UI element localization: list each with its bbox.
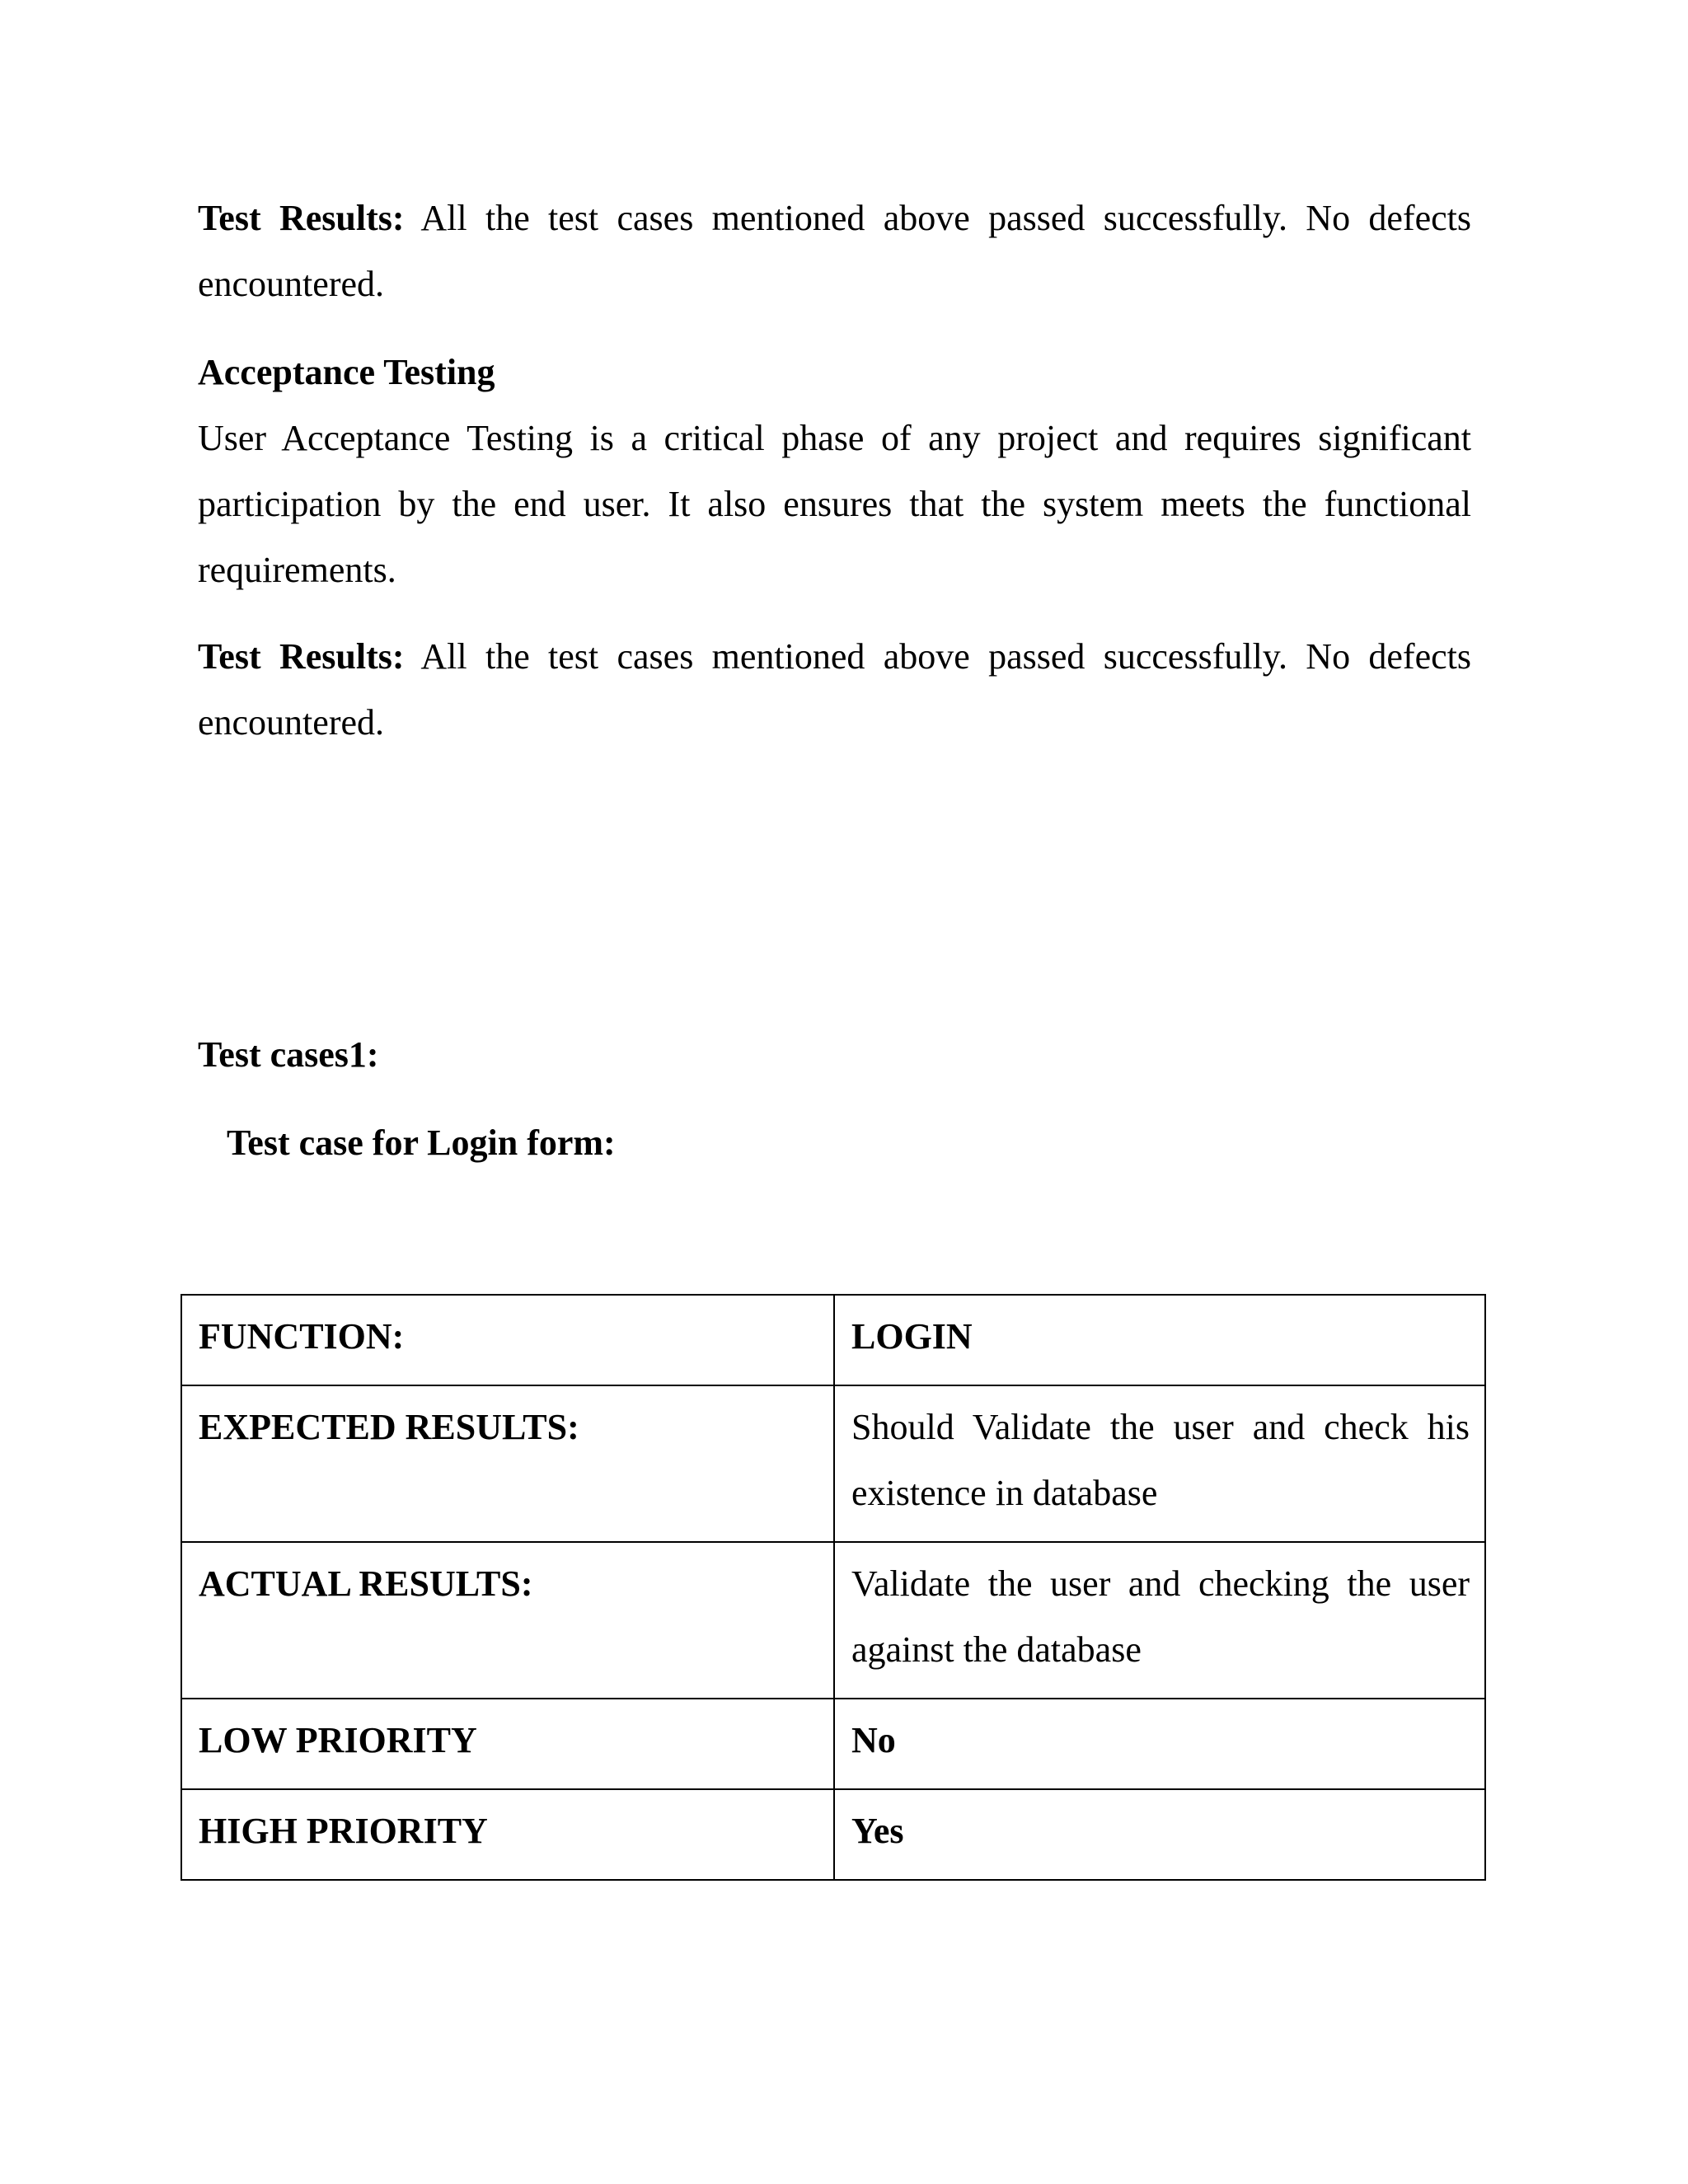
test-results-paragraph-2 xyxy=(198,624,1471,756)
high-priority-label: HIGH PRIORITY xyxy=(181,1789,834,1880)
login-test-case-table xyxy=(181,1294,1486,1881)
table-row xyxy=(181,1542,1485,1699)
expected-results-label: EXPECTED RESULTS: xyxy=(181,1385,834,1542)
test-results-text-1: All the test cases mentioned above passed successfully. No defects encountered. xyxy=(198,198,1471,304)
actual-results-value: Validate the user and checking the user against the database xyxy=(834,1542,1485,1699)
low-priority-label: LOW PRIORITY xyxy=(181,1699,834,1789)
table-row xyxy=(181,1385,1485,1542)
function-label: FUNCTION: xyxy=(181,1295,834,1385)
function-value: LOGIN xyxy=(834,1295,1485,1385)
test-cases-heading: Test cases1: xyxy=(198,1034,379,1075)
table-row xyxy=(181,1699,1485,1789)
high-priority-value: Yes xyxy=(834,1789,1485,1880)
test-results-text-2: All the test cases mentioned above passed successfully. No defects encountered. xyxy=(198,636,1471,743)
table-row xyxy=(181,1295,1485,1385)
actual-results-label: ACTUAL RESULTS: xyxy=(181,1542,834,1699)
low-priority-value: No xyxy=(834,1699,1485,1789)
acceptance-testing-body: User Acceptance Testing is a critical phase of any project and requires significant participation by the end user. It also ensures that the system meets the functional requirements. xyxy=(198,418,1471,590)
test-results-paragraph-1 xyxy=(198,185,1471,317)
table-row xyxy=(181,1789,1485,1880)
expected-results-value: Should Validate the user and check his existence in database xyxy=(834,1385,1485,1542)
test-results-label-2: Test Results: xyxy=(198,636,405,677)
login-test-case-heading: Test case for Login form: xyxy=(227,1122,616,1163)
test-results-label-1: Test Results: xyxy=(198,198,405,238)
acceptance-testing-heading: Acceptance Testing xyxy=(198,352,495,392)
